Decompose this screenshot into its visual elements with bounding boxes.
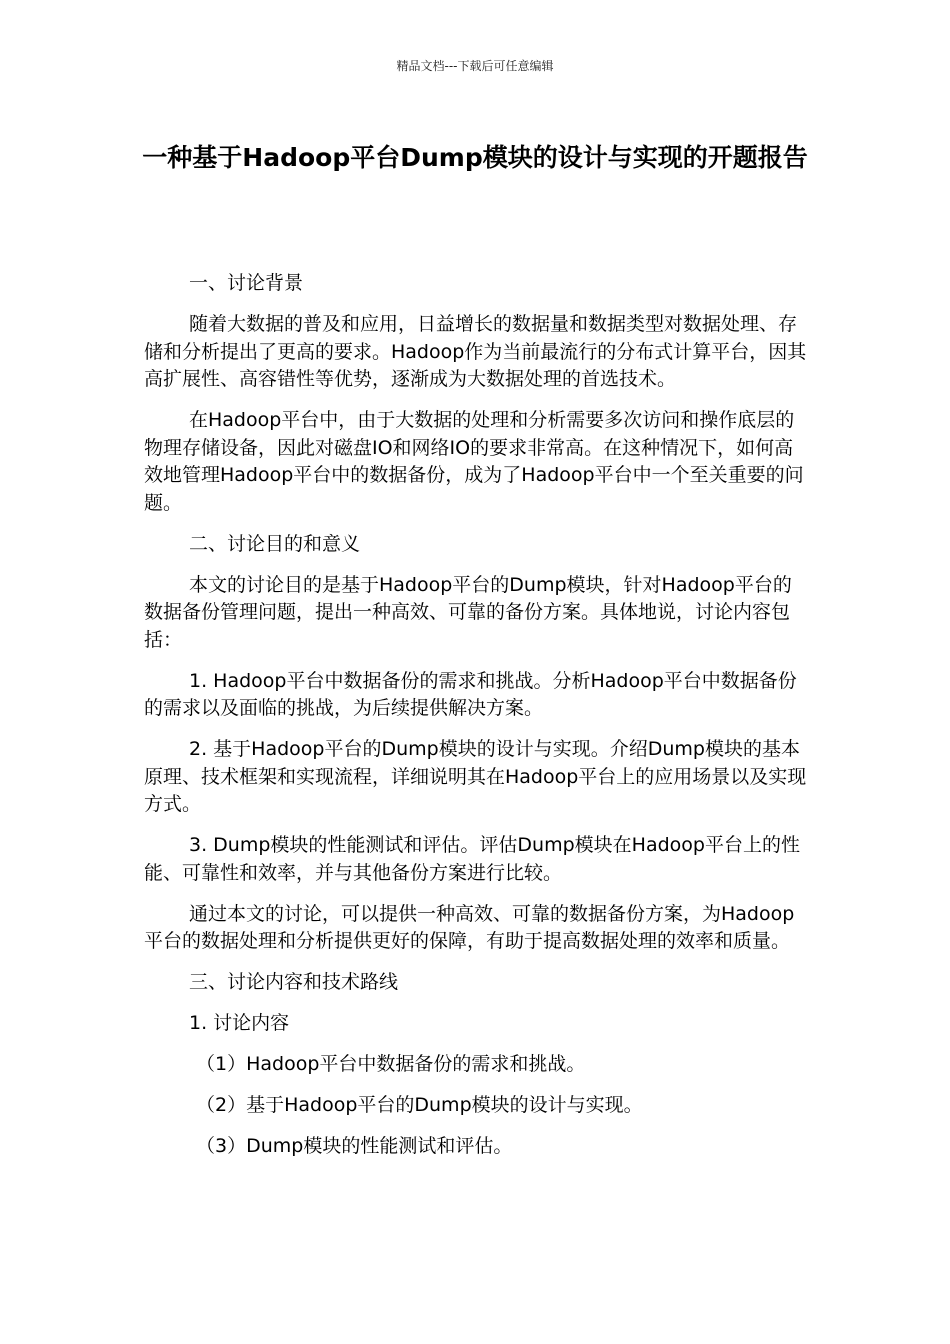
section-heading-purpose: 二、讨论目的和意义 xyxy=(189,532,361,555)
header-note: 精品文档---下载后可任意编辑 xyxy=(396,59,554,73)
paragraph: 随着大数据的普及和应用，日益增长的数据量和数据类型对数据处理、存储和分析提出了更高的要求。Hadoop作为当前最流行的分布式计算平台，因其高扩展性、高容错性等优势，逐渐成为大数据处理的首选技术。 xyxy=(144,313,807,390)
paragraph: 1. Hadoop平台中数据备份的需求和挑战。分析Hadoop平台中数据备份的需求以及面临的挑战，为后续提供解决方案。 xyxy=(144,669,797,719)
list-item: （2）基于Hadoop平台的Dump模块的设计与实现。 xyxy=(196,1094,643,1116)
list-item: （3）Dump模块的性能测试和评估。 xyxy=(196,1135,513,1157)
paragraph: 3. Dump模块的性能测试和评估。评估Dump模块在Hadoop平台上的性能、可靠性和效率，并与其他备份方案进行比较。 xyxy=(144,834,800,884)
paragraph: 在Hadoop平台中，由于大数据的处理和分析需要多次访问和操作底层的物理存储设备，因此对磁盘IO和网络IO的要求非常高。在这种情况下，如何高效地管理Hadoop平台中的数据备份，成为了Hadoop平台中一个至关重要的问题。 xyxy=(144,409,804,514)
section-heading-background: 一、讨论背景 xyxy=(189,272,304,294)
list-item: （1）Hadoop平台中数据备份的需求和挑战。 xyxy=(196,1053,586,1075)
paragraph: 通过本文的讨论，可以提供一种高效、可靠的数据备份方案，为Hadoop平台的数据处理和分析提供更好的保障，有助于提高数据处理的效率和质量。 xyxy=(144,902,795,952)
paragraph: 本文的讨论目的是基于Hadoop平台的Dump模块，针对Hadoop平台的数据备份管理问题，提出一种高效、可靠的备份方案。具体地说，讨论内容包括： xyxy=(144,573,792,651)
subsection-heading: 1. 讨论内容 xyxy=(189,1012,290,1034)
document-title: 一种基于Hadoop平台Dump模块的设计与实现的开题报告 xyxy=(142,143,808,172)
document-body xyxy=(144,270,809,1174)
paragraph: 2. 基于Hadoop平台的Dump模块的设计与实现。介绍Dump模块的基本原理、技术框架和实现流程，详细说明其在Hadoop平台上的应用场景以及实现方式。 xyxy=(144,738,807,815)
section-heading-content: 三、讨论内容和技术路线 xyxy=(189,971,399,993)
